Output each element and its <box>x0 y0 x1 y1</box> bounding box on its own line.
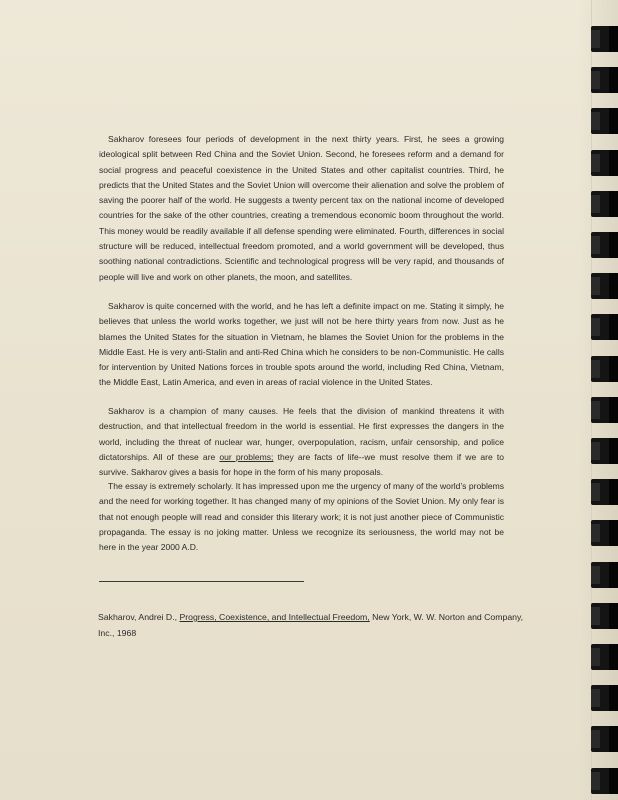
paragraph-2-text: Sakharov is quite concerned with the world, and he has left a definite impact on me. Stating it simply, he believes that unless the world works together, we just will not be here thirty years from now. Just as he blames the United States for the situation in Vietnam, he blames the Soviet Union for the problems in the Middle East. He is very anti-Stalin and anti-Red China which he considers to be non-Communistic. He calls for intervention by United Nations forces in trouble spots around the world, including Red China, Vietnam, the Middle East, Latin America, and even in areas of racial violence in the United States. <box>99 301 504 388</box>
paragraph-3-text-start: Sakharov is a champion of many causes. He feels that the division of mankind threatens it with destruction, and that intellectual freedom in the world is essential. He first expresses the dangers in the world, including the threat of nuclear war, hunger, overpopulation, racism, unfair censorship, and police dictatorships. All of these are <box>99 406 504 462</box>
binding-ring <box>591 438 618 464</box>
binding-ring <box>591 644 618 670</box>
binding-ring <box>591 26 618 52</box>
citation <box>98 609 528 641</box>
footnote-separator <box>99 581 304 582</box>
paragraph-1 <box>99 132 504 285</box>
binding-ring <box>591 314 618 340</box>
paragraph-1-text: Sakharov foresees four periods of development in the next thirty years. First, he sees a growing ideological split between Red China and the Soviet Union. Second, he foresees reform and a demand for social progress and peaceful coexistence in the United States and other capitalist countries. Third, he predicts that the United States and the Soviet Union will overcome their alienation and solve the problem of saving the poorer half of the world. He suggests a twenty percent tax on the national income of developed countries for the sake of the other countries, creating a tremendous economic boom throughout the world. This money would be readily available if all defense spending were eliminated. Fourth, differences in social structure will be reduced, intellectual freedom promoted, and a world government will be developed, thus soothing national contradictions. Scientific and technological progress will be very rapid, and thousands of people will live and work on other planets, the moon, and satellites. <box>99 134 504 282</box>
binding-ring <box>591 562 618 588</box>
paragraph-3-text-end: they are facts of life--we must resolve them if we are to survive. Sakharov gives a basis for hope in the form of his many proposals. <box>99 451 504 478</box>
paragraph-4 <box>99 479 504 555</box>
underlined-phrase: our problems; <box>219 451 274 462</box>
binding-ring <box>591 356 618 382</box>
paragraph-4-text: The essay is extremely scholarly. It has impressed upon me the urgency of many of the world’s problems and the need for working together. It has changed many of my opinions of the Soviet Union. My only fear is that not enough people will read and consider this literary work; it is not just another piece of Communistic propaganda. The essay is no joking matter. Unless we recognize its seriousness, the world may not be here in the year 2000 A.D. <box>99 481 504 553</box>
binding-ring <box>591 685 618 711</box>
binding-ring <box>591 67 618 93</box>
paragraph-2 <box>99 299 504 391</box>
binding-ring <box>591 479 618 505</box>
citation-author: Sakharov, Andrei D., <box>98 612 180 622</box>
binding-ring <box>591 150 618 176</box>
citation-publisher: New York, W. W. Norton and Company, Inc., 1968 <box>98 612 524 638</box>
citation-title: Progress, Coexistence, and Intellectual Freedom, <box>179 612 370 622</box>
binding-ring <box>591 520 618 546</box>
paragraph-3 <box>99 404 504 480</box>
binding-ring <box>591 273 618 299</box>
binding-ring <box>591 397 618 423</box>
binding-ring <box>591 191 618 217</box>
binding-ring <box>591 603 618 629</box>
binding-ring <box>591 726 618 752</box>
binding-ring <box>591 232 618 258</box>
binding-ring <box>591 108 618 134</box>
binding-ring <box>591 768 618 794</box>
